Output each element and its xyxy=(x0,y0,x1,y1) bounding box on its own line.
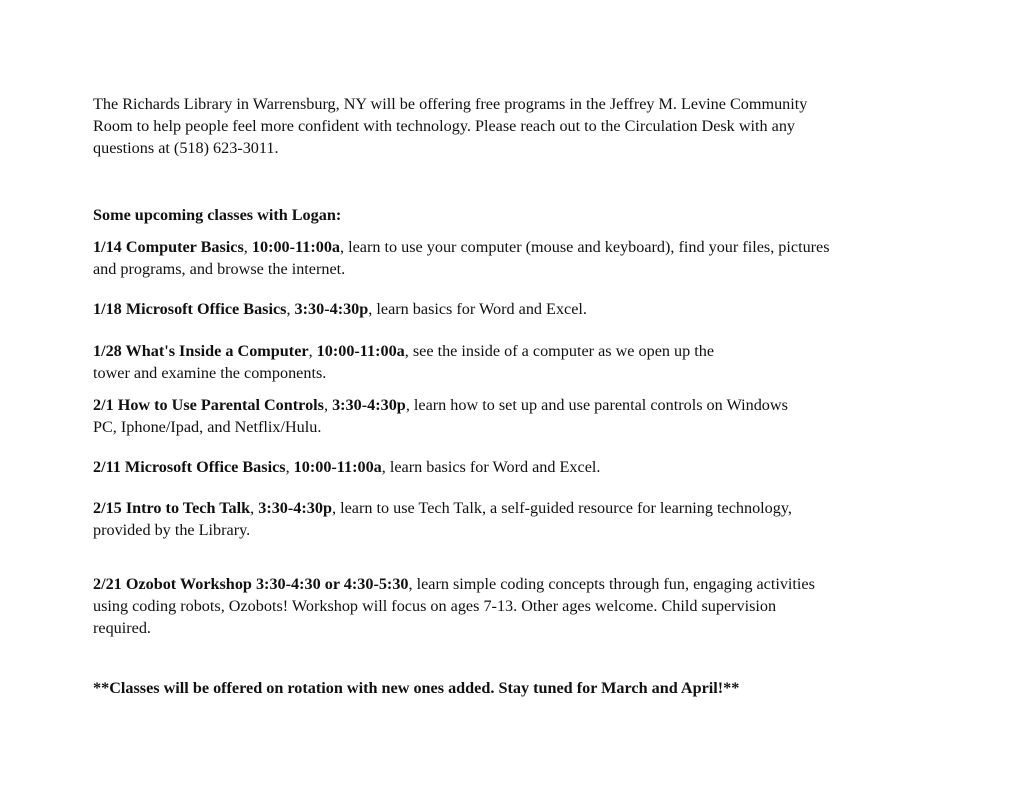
class-entry xyxy=(93,497,933,541)
class-title: 2/15 Intro to Tech Talk xyxy=(93,499,251,517)
footer-note: **Classes will be offered on rotation with new ones added. Stay tuned for March and April!** xyxy=(93,679,740,697)
class-entry xyxy=(93,236,933,280)
class-time: 10:00-11:00a xyxy=(316,342,405,360)
class-description: , learn basics for Word and Excel. xyxy=(368,300,587,318)
separator: , xyxy=(308,342,317,360)
class-title: 1/28 What's Inside a Computer xyxy=(93,342,309,360)
class-entry xyxy=(93,573,933,639)
separator: , xyxy=(250,499,259,517)
class-entry xyxy=(93,456,933,478)
class-entry xyxy=(93,394,933,438)
class-description: provided by the Library. xyxy=(93,521,251,539)
separator: , xyxy=(285,458,294,476)
class-entry xyxy=(93,340,933,384)
class-title: 2/21 Ozobot Workshop 3:30-4:30 or 4:30-5:30 xyxy=(93,575,409,593)
class-time: 10:00-11:00a xyxy=(251,238,341,256)
class-time: 3:30-4:30p xyxy=(332,396,406,414)
class-title: 1/14 Computer Basics xyxy=(93,238,244,256)
class-description: , learn how to set up and use parental controls on Windows xyxy=(405,396,788,414)
class-description: , learn basics for Word and Excel. xyxy=(381,458,601,476)
class-description: , see the inside of a computer as we open up the xyxy=(404,342,715,360)
intro-line: The Richards Library in Warrensburg, NY will be offering free programs in the Jeffrey M. Levine Community xyxy=(93,95,808,113)
class-description: , learn to use Tech Talk, a self-guided resource for learning technology, xyxy=(331,499,792,517)
section-heading: Some upcoming classes with Logan: xyxy=(93,206,342,224)
separator: , xyxy=(323,396,333,414)
separator: , xyxy=(243,238,252,256)
class-entry xyxy=(93,298,933,320)
class-description: using coding robots, Ozobots! Workshop will focus on ages 7-13. Other ages welcome. Child supervision xyxy=(93,597,777,615)
separator: , xyxy=(286,300,295,318)
class-description: PC, Iphone/Ipad, and Netflix/Hulu. xyxy=(93,418,322,436)
intro-paragraph xyxy=(93,93,933,159)
class-title: 2/1 How to Use Parental Controls xyxy=(93,396,324,414)
class-description: required. xyxy=(93,619,151,637)
class-time: 3:30-4:30p xyxy=(258,499,332,517)
class-description: tower and examine the components. xyxy=(93,364,327,382)
class-description: , learn simple coding concepts through fun, engaging activities xyxy=(408,575,815,593)
class-time: 3:30-4:30p xyxy=(294,300,369,318)
intro-line: Room to help people feel more confident with technology. Please reach out to the Circulation Desk with any xyxy=(93,117,796,135)
class-description: , learn to use your computer (mouse and keyboard), find your files, pictures xyxy=(340,238,830,256)
class-title: 2/11 Microsoft Office Basics xyxy=(93,458,286,476)
intro-line: questions at (518) 623-3011. xyxy=(93,139,279,157)
class-time: 10:00-11:00a xyxy=(293,458,382,476)
class-title: 1/18 Microsoft Office Basics xyxy=(93,300,287,318)
class-description: and programs, and browse the internet. xyxy=(93,260,346,278)
